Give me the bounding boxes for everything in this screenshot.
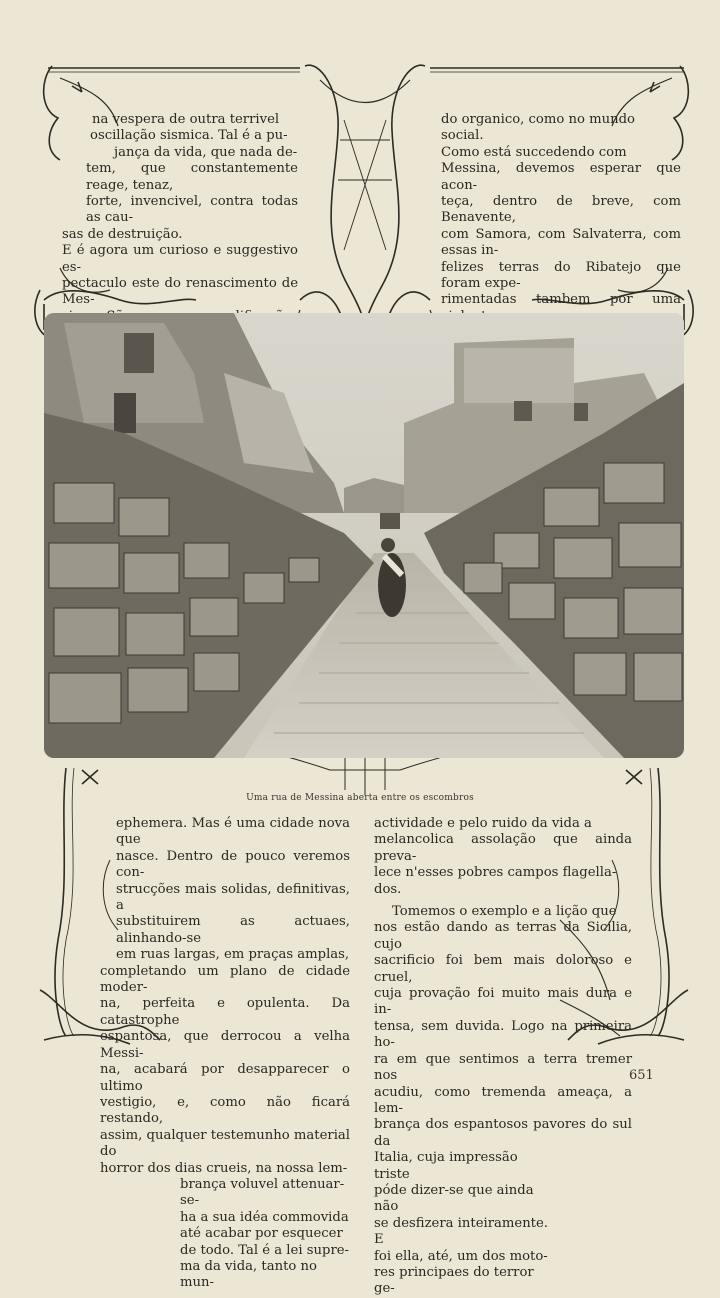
text-line: Tomemos o exemplo e a lição que [392, 904, 617, 920]
text-line: brança dos espantosos pavores do sul da [374, 1117, 632, 1149]
text-line: felizes terras do Ribatejo que foram expe- [441, 259, 681, 292]
page-number: 651 [629, 1068, 654, 1083]
text-line: strucções mais solidas, definitivas, a [116, 881, 350, 914]
text-line: actividade e pelo ruido da vida a [374, 816, 592, 831]
text-line: do organico, como no mundo [441, 112, 636, 127]
text-line: póde dizer-se que ainda não [374, 1182, 534, 1215]
text-line: Italia, cuja impressão triste [374, 1150, 518, 1182]
text-line: até acabar por esquecer [180, 1226, 343, 1242]
photo-caption: Uma rua de Messina aberta entre os escombros [246, 793, 474, 803]
text-line: na vespera de outra terrivel [92, 112, 280, 127]
text-line: cuja provação foi muito mais dura e in- [374, 986, 632, 1018]
text-line: oscillação sismica. Tal é a pu- [90, 128, 288, 144]
text-line: teça, dentro de breve, com Benavente, [441, 194, 681, 226]
text-line: nos estão dando as terras da Sicilia, cujo [374, 920, 632, 952]
text-line: nasce. Dentro de pouco veremos con- [116, 848, 350, 881]
text-line: espantosa, que derrocou a velha Messi- [100, 1029, 350, 1061]
text-line: brança voluvel attenuar-se- [180, 1176, 345, 1209]
text-line: rimentadas tambem por uma [441, 292, 681, 308]
photo-messina-street-ruins [44, 313, 684, 758]
text-line: se desfizera inteiramente. E [374, 1215, 548, 1248]
text-line: foi ella, até, um dos moto- [374, 1248, 548, 1264]
text-line: ma da vida, tanto no mun- [180, 1258, 317, 1291]
text-line: sacrificio foi bem mais doloroso e cruel, [374, 953, 632, 985]
text-line: jança da vida, que nada de- [114, 144, 298, 160]
photo-illustration [44, 313, 684, 758]
text-column-bottom-right [374, 816, 632, 1298]
text-line: melancolica assolação que ainda preva- [374, 832, 632, 864]
text-line: ra em que sentimos a terra tremer nos [374, 1051, 632, 1084]
text-line: sas de destruição. [62, 226, 183, 242]
text-line: com Samora, com Salvaterra, com essas in- [441, 226, 681, 259]
text-line: social. [441, 128, 484, 144]
text-line: ha a sua idéa commovida [180, 1209, 349, 1225]
text-line: lece n'esses pobres campos flagella- [374, 865, 617, 881]
text-line: ephemera. Mas é uma cidade nova que [116, 816, 350, 848]
text-line: assim, qualquer testemunho material do [100, 1127, 350, 1160]
text-line: acudiu, como tremenda ameaça, a lem- [374, 1084, 632, 1116]
text-line: em ruas largas, em praças amplas, [116, 947, 350, 963]
text-line: de todo. Tal é a lei supre- [180, 1242, 350, 1258]
text-line: Messina, devemos esperar que acon- [441, 161, 681, 193]
text-line: res principaes do terror ge- [374, 1264, 534, 1297]
text-line: vestigio, e, como não ficará restando, [100, 1094, 350, 1127]
text-line: substituirem as actuaes, alinhando-se [116, 914, 350, 946]
text-line: pectaculo este do renascimento de Mes- [62, 276, 298, 308]
text-line: tem, que constantemente reage, tenaz, [86, 161, 298, 193]
text-column-bottom-left [100, 816, 350, 1292]
text-line: dos. [374, 881, 402, 897]
text-line: tensa, sem duvida. Logo na primeira ho- [374, 1018, 632, 1051]
text-line: na, acabará por desapparecer o ultimo [100, 1062, 350, 1094]
text-line: E é agora um curioso e suggestivo es- [62, 243, 298, 275]
text-line: Como está succedendo com [441, 144, 627, 160]
text-line: forte, invencivel, contra todas as cau- [86, 194, 298, 226]
text-line: completando um plano de cidade moder- [100, 963, 350, 996]
text-line: horror dos dias crueis, na nossa lem- [100, 1160, 348, 1176]
text-line: na, perfeita e opulenta. Da catastrophe [100, 996, 350, 1028]
